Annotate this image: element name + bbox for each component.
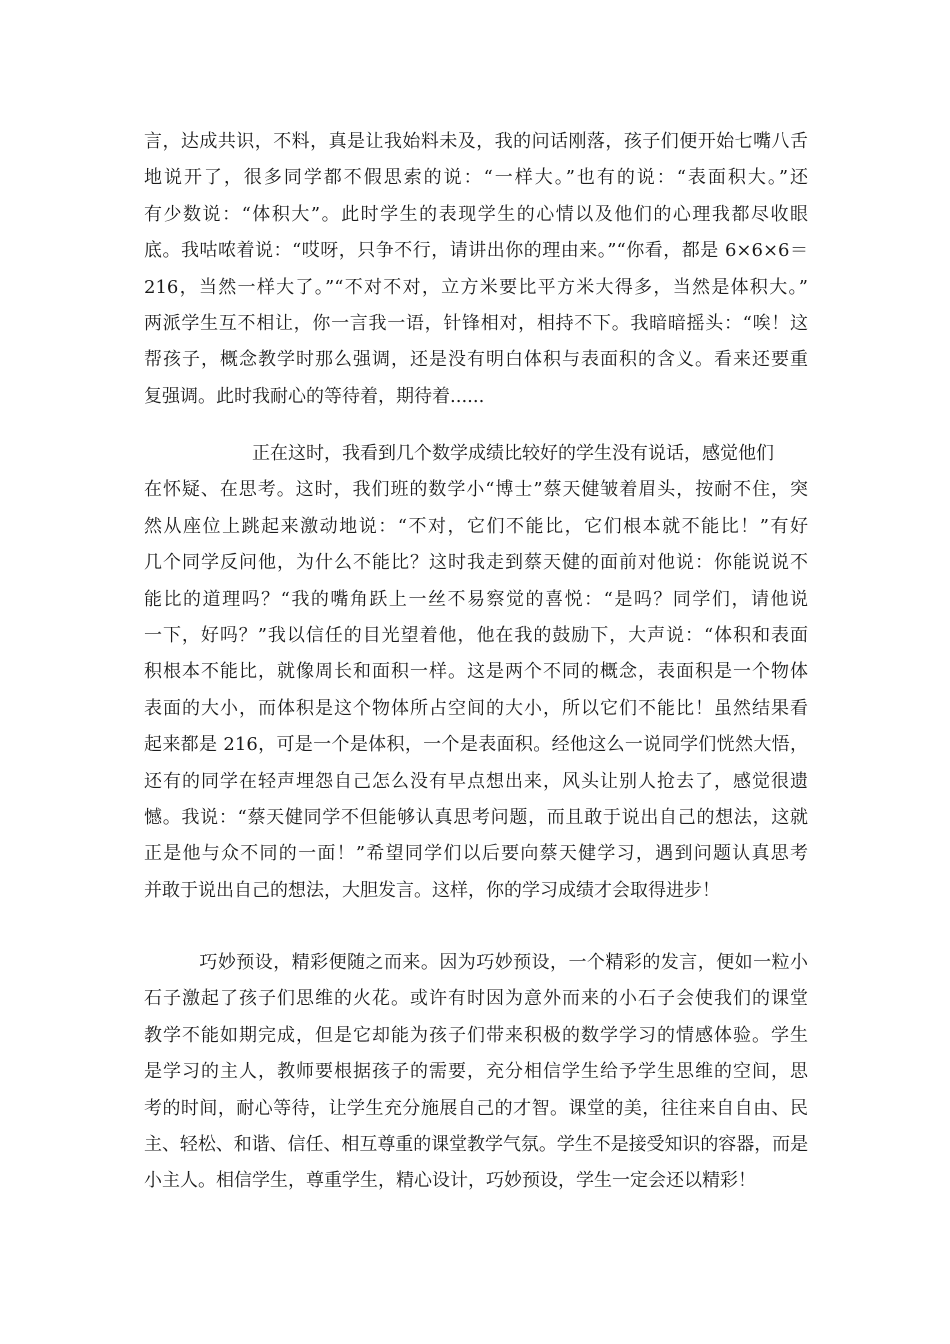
- text-line: 考的时间，耐心等待，让学生充分施展自己的才智。课堂的美，往往来自自由、民: [144, 1097, 808, 1119]
- paragraph-indent: [144, 443, 252, 464]
- text-line: 憾。我说：“蔡天健同学不但能够认真思考问题，而且敢于说出自己的想法，这就: [144, 806, 808, 828]
- text-line: 起来都是 216，可是一个是体积，一个是表面积。经他这么一说同学们恍然大悟，: [144, 734, 808, 756]
- text-line: 教学不能如期完成，但是它却能为孩子们带来积极的数学学习的情感体验。学生: [144, 1024, 808, 1046]
- text-line: 216，当然一样大了。”“不对不对，立方米要比平方米大得多，当然是体积大。”: [144, 276, 808, 298]
- text-line: 一下，好吗？”我以信任的目光望着他，他在我的鼓励下，大声说：“体积和表面: [144, 624, 808, 646]
- text-line: 积根本不能比，就像周长和面积一样。这是两个不同的概念，表面积是一个物体: [144, 661, 808, 683]
- paragraph-1: [144, 124, 808, 415]
- text-line: 在怀疑、在思考。这时，我们班的数学小“博士”蔡天健皱着眉头，按耐不住，突: [144, 479, 808, 501]
- text-line: 并敢于说出自己的想法，大胆发言。这样，你的学习成绩才会取得进步！: [144, 879, 720, 901]
- paragraph-first-line: 巧妙预设，精彩便随之而来。因为巧妙预设，一个精彩的发言，便如一粒小: [199, 952, 808, 973]
- text-line: 帮孩子，概念教学时那么强调，还是没有明白体积与表面积的含义。看来还要重: [144, 349, 808, 371]
- text-line: [144, 436, 808, 472]
- text-line: 能比的道理吗？“我的嘴角跃上一丝不易察觉的喜悦：“是吗？同学们，请他说: [144, 588, 808, 610]
- paragraph-2: [144, 436, 808, 909]
- text-line: 是学习的主人，教师要根据孩子的需要，充分相信学生给予学生思维的空间，思: [144, 1061, 808, 1083]
- text-line: 正是他与众不同的一面！”希望同学们以后要向蔡天健学习，遇到问题认真思考: [144, 843, 808, 865]
- text-line: 地说开了，很多同学都不假思索的说：“一样大。”也有的说：“表面积大。”还: [144, 167, 808, 189]
- paragraph-first-line: 正在这时，我看到几个数学成绩比较好的学生没有说话，感觉他们: [252, 443, 774, 464]
- text-line: 小主人。相信学生，尊重学生，精心设计，巧妙预设，学生一定会还以精彩！: [144, 1170, 756, 1192]
- text-line: 有少数说：“体积大”。此时学生的表现学生的心情以及他们的心理我都尽收眼: [144, 203, 808, 225]
- text-line: 两派学生互不相让，你一言我一语，针锋相对，相持不下。我暗暗摇头：“唉！这: [144, 312, 808, 334]
- text-line: 言，达成共识，不料，真是让我始料未及，我的问话刚落，孩子们便开始七嘴八舌: [144, 131, 808, 152]
- paragraph-3: [144, 945, 808, 1200]
- text-line: [144, 945, 808, 981]
- text-line: 石子激起了孩子们思维的火花。或许有时因为意外而来的小石子会使我们的课堂: [144, 988, 808, 1010]
- text-line: 几个同学反问他，为什么不能比？这时我走到蔡天健的面前对他说：你能说说不: [144, 552, 808, 574]
- text-line: 然从座位上跳起来激动地说：“不对，它们不能比，它们根本就不能比！”有好: [144, 515, 808, 537]
- paragraph-indent: [144, 952, 199, 973]
- text-line: 表面的大小，而体积是这个物体所占空间的大小，所以它们不能比！虽然结果看: [144, 697, 808, 719]
- text-line: 主、轻松、和谐、信任、相互尊重的课堂教学气氛。学生不是接受知识的容器，而是: [144, 1133, 808, 1155]
- text-line: 还有的同学在轻声埋怨自己怎么没有早点想出来，风头让别人抢去了，感觉很遗: [144, 770, 808, 792]
- text-line: 底。我咕哝着说：“哎呀，只争不行，请讲出你的理由来。”“你看，都是 6×6×6＝: [144, 240, 808, 262]
- text-line: 复强调。此时我耐心的等待着，期待着......: [144, 385, 485, 407]
